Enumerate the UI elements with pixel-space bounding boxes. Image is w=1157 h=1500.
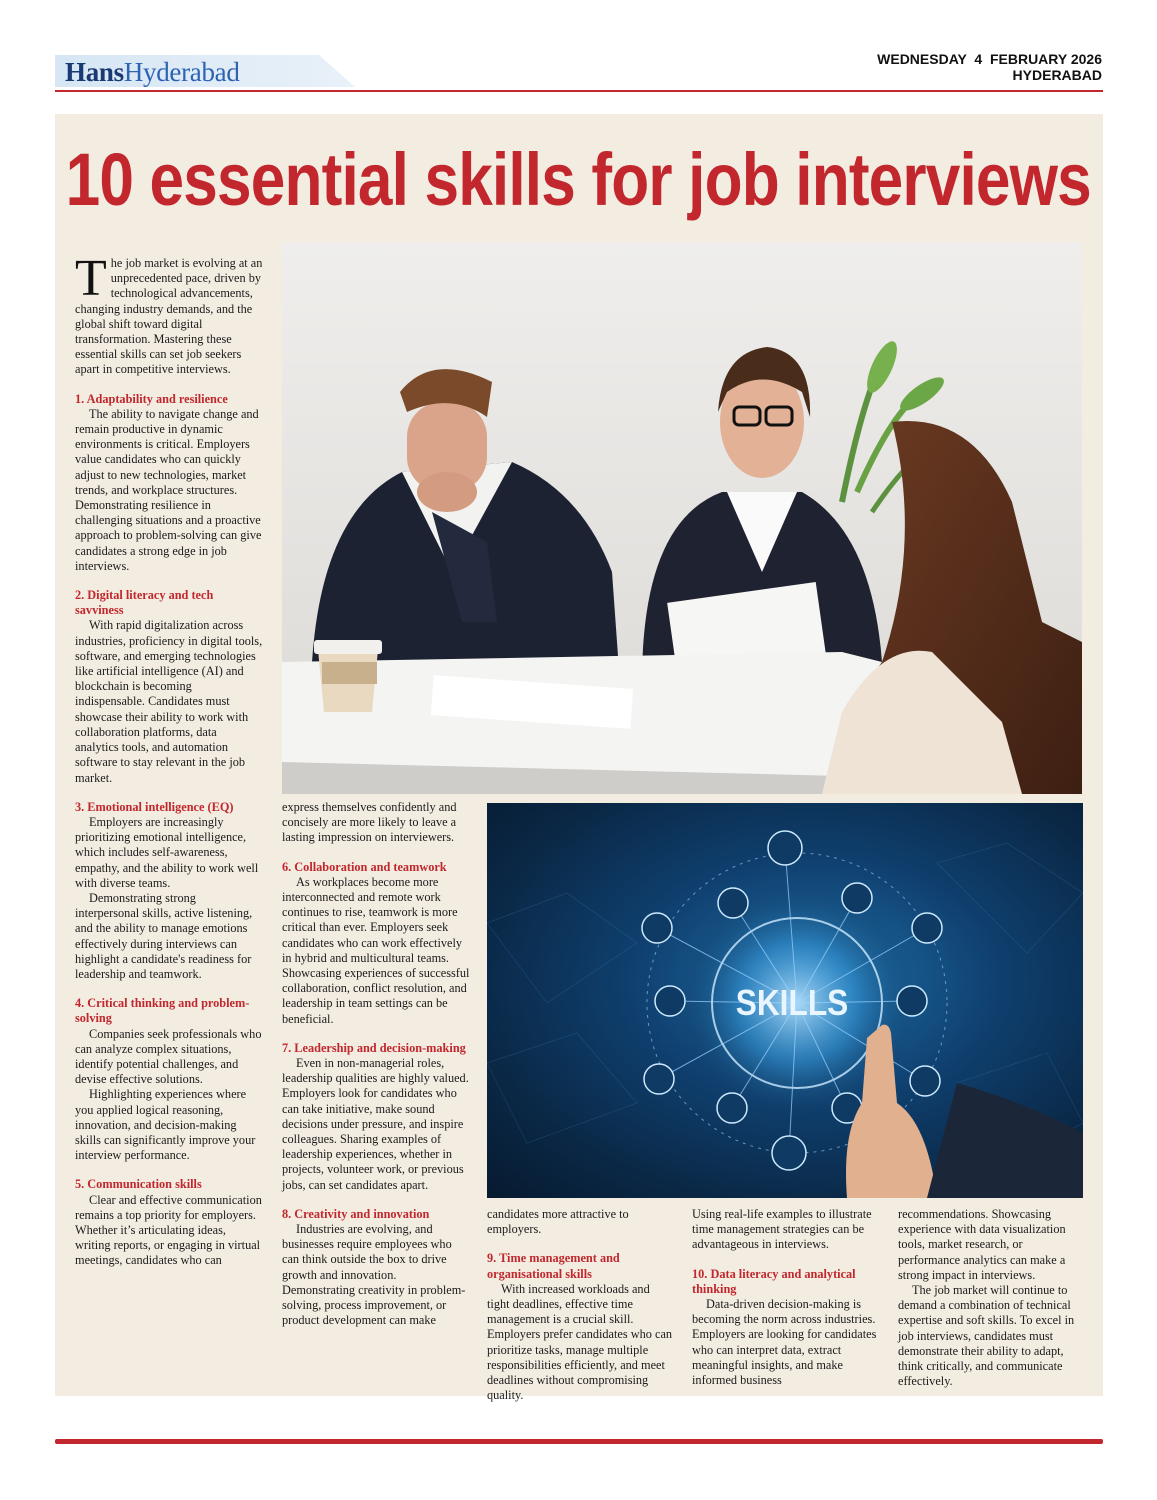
top-rule bbox=[55, 90, 1103, 92]
issue-place: HYDERABAD bbox=[1012, 67, 1102, 83]
section-6-body: As workplaces become more interconnected and remote work continues to rise, teamwork is more critical than ever. Employers seek candidates who can work effectively in hybrid and multicultural teams. Showcasing experiences of successful collaboration, conflict resolution, and leadership in team settings can be beneficial. bbox=[282, 874, 470, 1026]
section-3-body-2: Demonstrating strong interpersonal skills, active listening, and the ability to manage emotions effectively during interviews can highlight a candidate's readiness for leadership and teamwork. bbox=[75, 890, 253, 981]
skills-photo bbox=[487, 803, 1083, 1198]
section-5-heading: 5. Communication skills bbox=[75, 1177, 202, 1192]
masthead-logo[interactable] bbox=[65, 57, 240, 88]
section-10-heading: 10. Data literacy and analytical thinking bbox=[692, 1266, 856, 1296]
section-1-body: The ability to navigate change and remain productive in dynamic environments is critical. Employers value candidates who can quickly adjust to new technologies, market trends, and workplace structures. Demonstrating resilience in challenging situations and a proactive approach to problem-solving can give candidates a strong edge in job interviews. bbox=[75, 406, 262, 573]
section-3-heading: 3. Emotional intelligence (EQ) bbox=[75, 799, 234, 814]
section-2-body: With rapid digitalization across industries, proficiency in digital tools, software, and emerging technologies like artificial intelligence (AI) and blockchain is becoming indispensable. Candidates must showcase their ability to work with collaboration platforms, data analytics tools, and automation software to stay relevant in the job market. bbox=[75, 618, 263, 785]
section-5-continued: express themselves confidently and concisely are more likely to leave a lasting impression on interviewers. bbox=[282, 800, 457, 845]
section-9-heading: 9. Time management and organisational skills bbox=[487, 1251, 620, 1281]
interview-photo bbox=[282, 242, 1082, 794]
section-3-body-1: Employers are increasingly prioritizing emotional intelligence, which includes self-awareness, empathy, and the ability to work well with diverse teams. bbox=[75, 814, 259, 890]
column-3 bbox=[487, 1207, 675, 1403]
issue-date: WEDNESDAY 4 FEBRUARY 2026 bbox=[877, 51, 1102, 67]
intro-paragraph bbox=[75, 250, 263, 378]
section-1-heading: 1. Adaptability and resilience bbox=[75, 391, 228, 406]
section-4-body-2: Highlighting experiences where you applied logical reasoning, innovation, and decision-making skills can significantly improve your interview performance. bbox=[75, 1087, 256, 1163]
section-5-body: Clear and effective communication remains a top priority for employers. Whether it’s articulating ideas, writing reports, or engaging in virtual meetings, candidates who can bbox=[75, 1192, 262, 1268]
dateline bbox=[877, 51, 1102, 83]
section-4-heading: 4. Critical thinking and problem-solving bbox=[75, 996, 250, 1026]
section-8-body: Industries are evolving, and businesses require employees who can think outside the box to drive growth and innovation. Demonstrating creativity in problem-solving, process improvement, or product development can make bbox=[282, 1222, 466, 1328]
masthead bbox=[55, 55, 355, 87]
masthead-city: Hyderabad bbox=[123, 57, 240, 87]
intro-text: he job market is evolving at an unprecedented pace, driven by technological advancements, changing industry demands, and the global shift toward digital transformation. Mastering these essential skills can set job seekers apart in competitive interviews. bbox=[75, 256, 263, 377]
skills-word: SKILLS bbox=[735, 983, 849, 1024]
skills-network-illustration bbox=[487, 803, 1083, 1198]
article-headline: 10 essential skills for job interviews bbox=[65, 137, 1091, 221]
section-8-continued: candidates more attractive to employers. bbox=[487, 1207, 629, 1237]
section-2-heading: 2. Digital literacy and tech savviness bbox=[75, 588, 214, 618]
section-9-body: With increased workloads and tight deadlines, effective time management is a crucial skill. Employers prefer candidates who can prioritize tasks, manage multiple responsibilities efficiently, and meet deadlines without compromising quality. bbox=[487, 1281, 673, 1403]
drop-cap: T bbox=[75, 250, 107, 307]
masthead-brand: Hans bbox=[65, 57, 124, 87]
section-6-heading: 6. Collaboration and teamwork bbox=[282, 859, 447, 874]
column-1 bbox=[75, 250, 263, 1269]
pointing-hand bbox=[846, 1025, 1083, 1198]
section-10-body: Data-driven decision-making is becoming the norm across industries. Employers are looking for candidates who can interpret data, extract meaningful insights, and make informed business bbox=[692, 1297, 877, 1388]
bottom-rule bbox=[55, 1439, 1103, 1444]
section-4-body-1: Companies seek professionals who can analyze complex situations, identify potential challenges, and devise effective solutions. bbox=[75, 1026, 262, 1087]
section-8-heading: 8. Creativity and innovation bbox=[282, 1206, 430, 1221]
interview-illustration bbox=[282, 242, 1082, 794]
section-9-continued: Using real-life examples to illustrate time management strategies can be advantageous in interviews. bbox=[692, 1207, 872, 1252]
closing-paragraph: The job market will continue to demand a combination of technical expertise and soft skills. To excel in job interviews, candidates must demonstrate their ability to adapt, think critically, and communicate effectively. bbox=[898, 1283, 1075, 1389]
section-7-heading: 7. Leadership and decision-making bbox=[282, 1040, 466, 1055]
column-5 bbox=[898, 1207, 1086, 1389]
column-2 bbox=[282, 800, 470, 1329]
column-4 bbox=[692, 1207, 882, 1388]
coffee-cup bbox=[314, 640, 382, 712]
section-7-body: Even in non-managerial roles, leadership qualities are highly valued. Employers look for candidates who can take initiative, make sound decisions under pressure, and inspire colleagues. Sharing examples of leadership experiences, whether in projects, volunteer work, or previous jobs, can set candidates apart. bbox=[282, 1056, 469, 1192]
section-10-continued: recommendations. Showcasing experience with data visualization tools, market research, or performance analytics can make a strong impact in interviews. bbox=[898, 1207, 1066, 1282]
